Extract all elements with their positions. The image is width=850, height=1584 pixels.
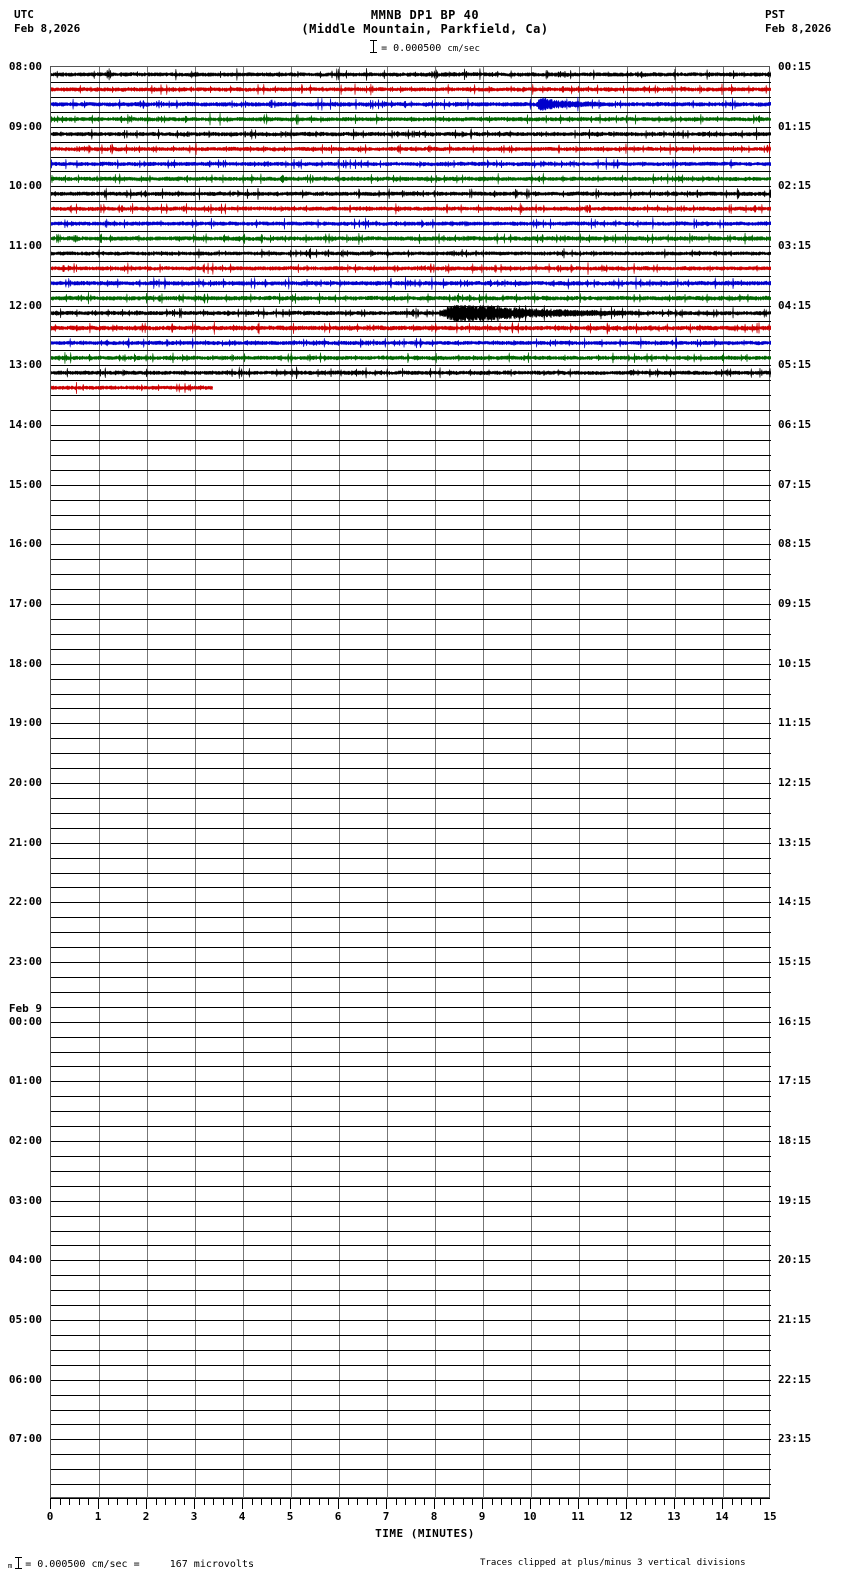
page-title: MMNB DP1 BP 40 [370, 8, 480, 22]
footer-scale-value: 167 microvolts [169, 1559, 255, 1570]
pst-hour-label: 10:15 [778, 656, 812, 670]
amplitude-scale-legend [0, 40, 850, 54]
time-axis-tick-label: 7 [382, 1510, 390, 1523]
scale-bar-icon [370, 40, 377, 53]
time-axis-tick-label: 11 [571, 1510, 585, 1523]
time-axis-tick-label: 3 [190, 1510, 198, 1523]
utc-hour-label: 15:00 [8, 477, 42, 491]
right-timezone-label: PST [765, 8, 785, 21]
time-axis-tick-label: 0 [46, 1510, 54, 1523]
utc-hour-label: 07:00 [8, 1432, 42, 1446]
utc-hour-label: 23:00 [8, 955, 42, 968]
pst-hour-label: 08:15 [778, 537, 812, 551]
footer-prefix: m [8, 1562, 13, 1570]
time-axis-tick-label: 14 [715, 1510, 729, 1523]
scale-value: = 0.000500 [381, 43, 442, 54]
utc-hour-label: 03:00 [8, 1193, 42, 1207]
pst-hour-label: 09:15 [778, 597, 812, 610]
scale-unit: cm/sec [447, 44, 480, 54]
pst-hour-label: 04:15 [778, 298, 812, 312]
utc-hour-label: 13:00 [8, 358, 42, 372]
utc-time-axis-labels [0, 0, 46, 1584]
time-axis-tick-label: 10 [523, 1510, 537, 1523]
pst-hour-label: 06:15 [778, 418, 812, 431]
utc-hour-label: 08:00 [8, 60, 42, 73]
pst-hour-label: 21:15 [778, 1313, 812, 1326]
pst-hour-label: 07:15 [778, 477, 812, 491]
pst-hour-label: 12:15 [778, 776, 812, 789]
utc-hour-label: 18:00 [8, 656, 42, 670]
utc-hour-label: 00:00 [8, 1014, 42, 1028]
time-axis-tick-label: 2 [142, 1510, 150, 1523]
pst-hour-label: 05:15 [778, 358, 812, 372]
pst-hour-label: 13:15 [778, 835, 812, 849]
right-date-label: Feb 8,2026 [765, 22, 832, 35]
time-axis-tick-label: 5 [286, 1510, 294, 1523]
pst-hour-label: 18:15 [778, 1134, 812, 1147]
utc-hour-label: 11:00 [8, 239, 42, 252]
footer-scale-note [8, 1557, 254, 1570]
left-date-label: Feb 8,2026 [14, 22, 81, 35]
left-timezone-label: UTC [14, 8, 34, 21]
pst-hour-label: 03:15 [778, 239, 812, 252]
utc-hour-label: 06:00 [8, 1372, 42, 1386]
pst-hour-label: 11:15 [778, 716, 812, 730]
time-axis-tick-label: 6 [334, 1510, 342, 1523]
pst-hour-label: 17:15 [778, 1074, 812, 1088]
axis-title: TIME (MINUTES) [375, 1527, 475, 1540]
footer-scale-bar-icon [15, 1557, 22, 1569]
utc-hour-label: 05:00 [8, 1313, 42, 1326]
utc-hour-label: 14:00 [8, 418, 42, 431]
utc-hour-label: 17:00 [8, 597, 42, 610]
utc-hour-label: 22:00 [8, 895, 42, 909]
pst-hour-label: 14:15 [778, 895, 812, 909]
utc-hour-label: 19:00 [8, 716, 42, 730]
pst-hour-label: 00:15 [778, 60, 812, 73]
time-axis-tick-label: 12 [619, 1510, 633, 1523]
footer-scale-text: = 0.000500 cm/sec = [25, 1559, 140, 1570]
utc-hour-label: 12:00 [8, 298, 42, 312]
pst-hour-label: 02:15 [778, 179, 812, 193]
pst-hour-label: 23:15 [778, 1432, 812, 1446]
pst-hour-label: 15:15 [778, 955, 812, 968]
time-axis-tick-label: 4 [238, 1510, 246, 1523]
utc-hour-label: 10:00 [8, 179, 42, 193]
time-axis-tick-label: 9 [478, 1510, 486, 1523]
utc-hour-label: 20:00 [8, 776, 42, 789]
pst-time-axis-labels [774, 0, 850, 1584]
pst-hour-label: 20:15 [778, 1253, 812, 1267]
utc-hour-label: 01:00 [8, 1074, 42, 1088]
utc-hour-label: 04:00 [8, 1253, 42, 1267]
time-axis-tick-label: 15 [763, 1510, 777, 1523]
utc-hour-label: 09:00 [8, 119, 42, 133]
page-subtitle: (Middle Mountain, Parkfield, Ca) [301, 22, 549, 36]
pst-hour-label: 19:15 [778, 1193, 812, 1207]
time-axis-tick-label: 8 [430, 1510, 438, 1523]
helicorder-plot[interactable] [50, 66, 770, 1498]
utc-hour-label: 16:00 [8, 537, 42, 551]
footer-clipping-note: Traces clipped at plus/minus 3 vertical divisions [480, 1558, 746, 1568]
time-axis-labels [0, 1510, 850, 1526]
utc-hour-label: 02:00 [8, 1134, 42, 1147]
utc-hour-label: 21:00 [8, 835, 42, 849]
time-axis-tick-label: 13 [667, 1510, 681, 1523]
time-axis-tick-label: 1 [94, 1510, 102, 1523]
pst-hour-label: 16:15 [778, 1014, 812, 1028]
time-axis-ticks [50, 1498, 770, 1510]
pst-hour-label: 22:15 [778, 1372, 812, 1386]
pst-hour-label: 01:15 [778, 119, 812, 133]
day-break-label: Feb 9 [8, 1001, 42, 1015]
seismic-traces [51, 67, 769, 1497]
